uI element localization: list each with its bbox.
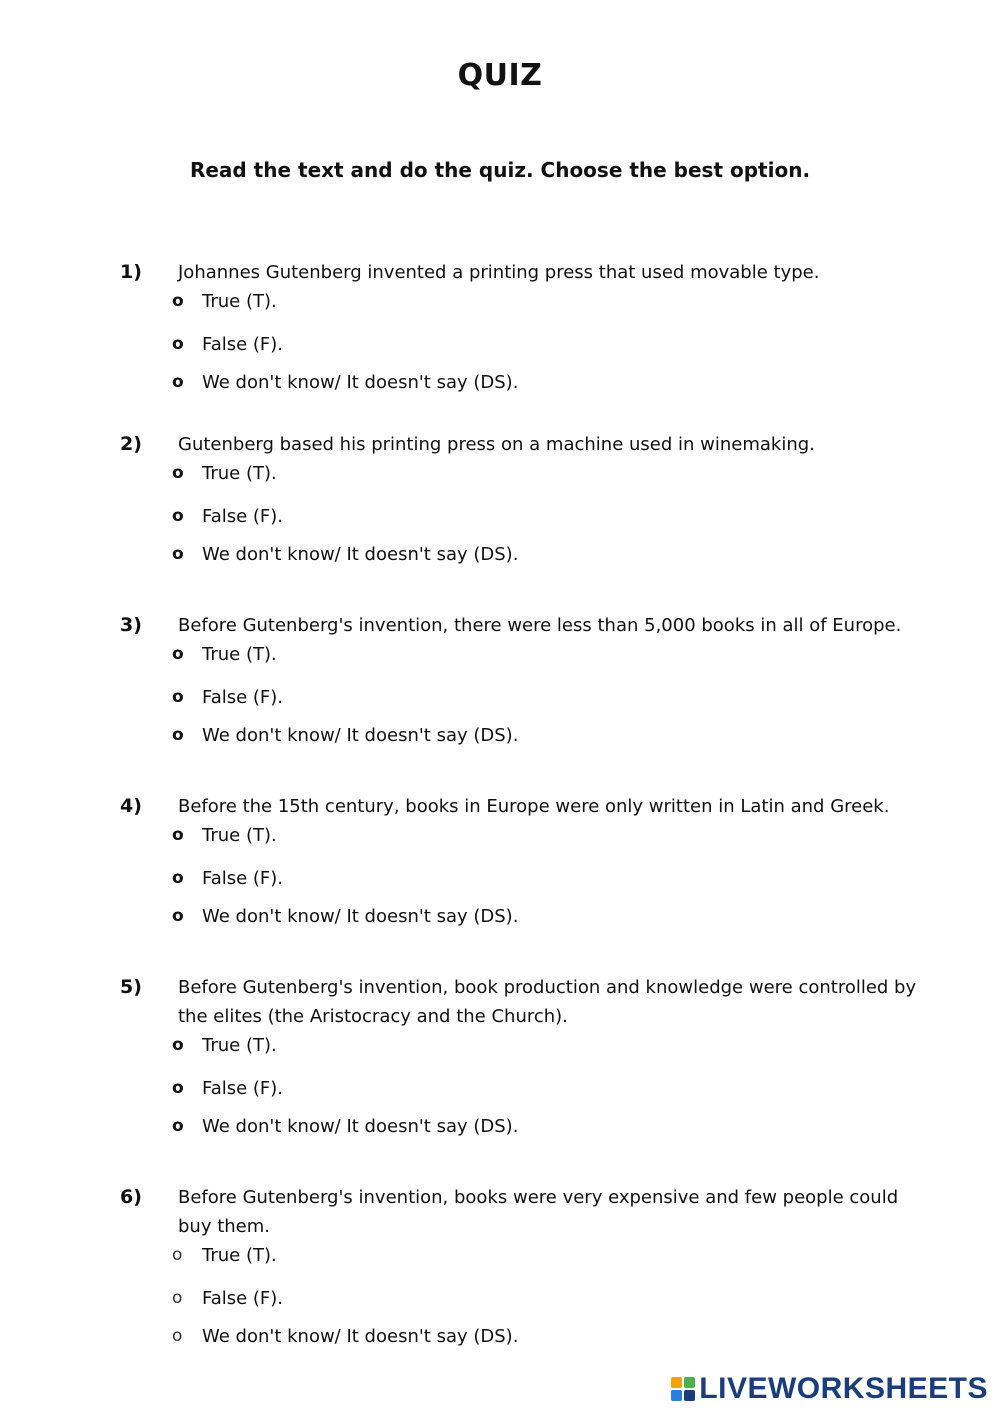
question-text: Before Gutenberg's invention, books were very expensive and few people could buy them. [178,1187,899,1237]
question-6 [120,1183,940,1355]
option-doesnt-say[interactable] [172,1107,940,1145]
page-title: QUIZ [457,58,543,93]
radio-bullet-icon[interactable]: o [172,825,184,845]
radio-bullet-icon[interactable]: o [172,1287,183,1308]
radio-bullet-icon[interactable]: o [172,543,184,564]
option-list [120,459,940,573]
question-number: 4) [120,795,142,817]
option-label: True (T). [202,1245,277,1266]
question-4 [120,792,940,935]
logo-square [671,1377,682,1388]
option-true[interactable] [172,821,940,850]
option-list [120,1241,940,1355]
option-label: True (T). [202,291,277,312]
option-label: False (F). [202,1077,284,1099]
radio-bullet-icon[interactable]: o [172,505,184,526]
option-label: We don't know/ It doesn't say (DS). [202,371,519,393]
option-label: False (F). [202,505,284,527]
option-doesnt-say[interactable] [172,897,940,935]
radio-bullet-icon[interactable]: o [172,463,184,483]
option-label: We don't know/ It doesn't say (DS). [202,905,519,927]
option-false[interactable] [172,325,940,363]
option-list [120,821,940,935]
radio-bullet-icon[interactable]: o [172,371,184,392]
question-text: Johannes Gutenberg invented a printing press that used movable type. [178,262,820,283]
question-text: Before Gutenberg's invention, there were less than 5,000 books in all of Europe. [178,615,902,636]
question-text: Gutenberg based his printing press on a machine used in winemaking. [178,434,815,455]
option-doesnt-say[interactable] [172,363,940,401]
question-number: 3) [120,614,142,636]
question-number: 6) [120,1186,142,1208]
radio-bullet-icon[interactable]: o [172,644,184,664]
option-false[interactable] [172,859,940,897]
logo-grid-icon [671,1377,695,1401]
logo-square [671,1390,682,1401]
question-text: Before Gutenberg's invention, book production and knowledge were controlled by the elites (the Aristocracy and the Church). [178,977,917,1027]
radio-bullet-icon[interactable]: o [172,1325,183,1346]
option-label: We don't know/ It doesn't say (DS). [202,1325,519,1347]
question-5 [120,973,940,1145]
option-list [120,1031,940,1145]
question-3 [120,611,940,754]
option-label: We don't know/ It doesn't say (DS). [202,1115,519,1137]
option-false[interactable] [172,678,940,716]
radio-bullet-icon[interactable]: o [172,1245,183,1265]
radio-bullet-icon[interactable]: o [172,686,184,707]
option-list [120,640,940,754]
radio-bullet-icon[interactable]: o [172,333,184,354]
option-label: We don't know/ It doesn't say (DS). [202,543,519,565]
question-1 [120,258,940,401]
option-true[interactable] [172,287,940,316]
question-text: Before the 15th century, books in Europe were only written in Latin and Greek. [178,796,890,817]
option-label: We don't know/ It doesn't say (DS). [202,724,519,746]
question-number: 1) [120,261,142,283]
option-label: True (T). [202,1035,277,1056]
option-true[interactable] [172,1031,940,1060]
option-false[interactable] [172,1279,940,1317]
option-label: False (F). [202,333,284,355]
option-label: True (T). [202,463,277,484]
logo-text: LIVEWORKSHEETS [699,1372,988,1405]
option-label: False (F). [202,867,284,889]
option-doesnt-say[interactable] [172,535,940,573]
option-true[interactable] [172,640,940,669]
question-number: 5) [120,976,142,998]
option-false[interactable] [172,497,940,535]
radio-bullet-icon[interactable]: o [172,1077,184,1098]
radio-bullet-icon[interactable]: o [172,291,184,311]
question-2 [120,430,940,573]
option-list [120,287,940,401]
option-label: True (T). [202,644,277,665]
radio-bullet-icon[interactable]: o [172,905,184,926]
instructions: Read the text and do the quiz. Choose the best option. [189,158,811,182]
logo-square [684,1377,695,1388]
option-doesnt-say[interactable] [172,1317,940,1355]
option-true[interactable] [172,459,940,488]
option-false[interactable] [172,1069,940,1107]
radio-bullet-icon[interactable]: o [172,1115,184,1136]
liveworksheets-logo[interactable] [671,1372,988,1406]
option-label: False (F). [202,686,284,708]
radio-bullet-icon[interactable]: o [172,867,184,888]
option-label: True (T). [202,825,277,846]
option-doesnt-say[interactable] [172,716,940,754]
logo-square [684,1390,695,1401]
option-label: False (F). [202,1287,284,1309]
radio-bullet-icon[interactable]: o [172,1035,184,1055]
option-true[interactable] [172,1241,940,1270]
question-number: 2) [120,433,142,455]
radio-bullet-icon[interactable]: o [172,724,184,745]
